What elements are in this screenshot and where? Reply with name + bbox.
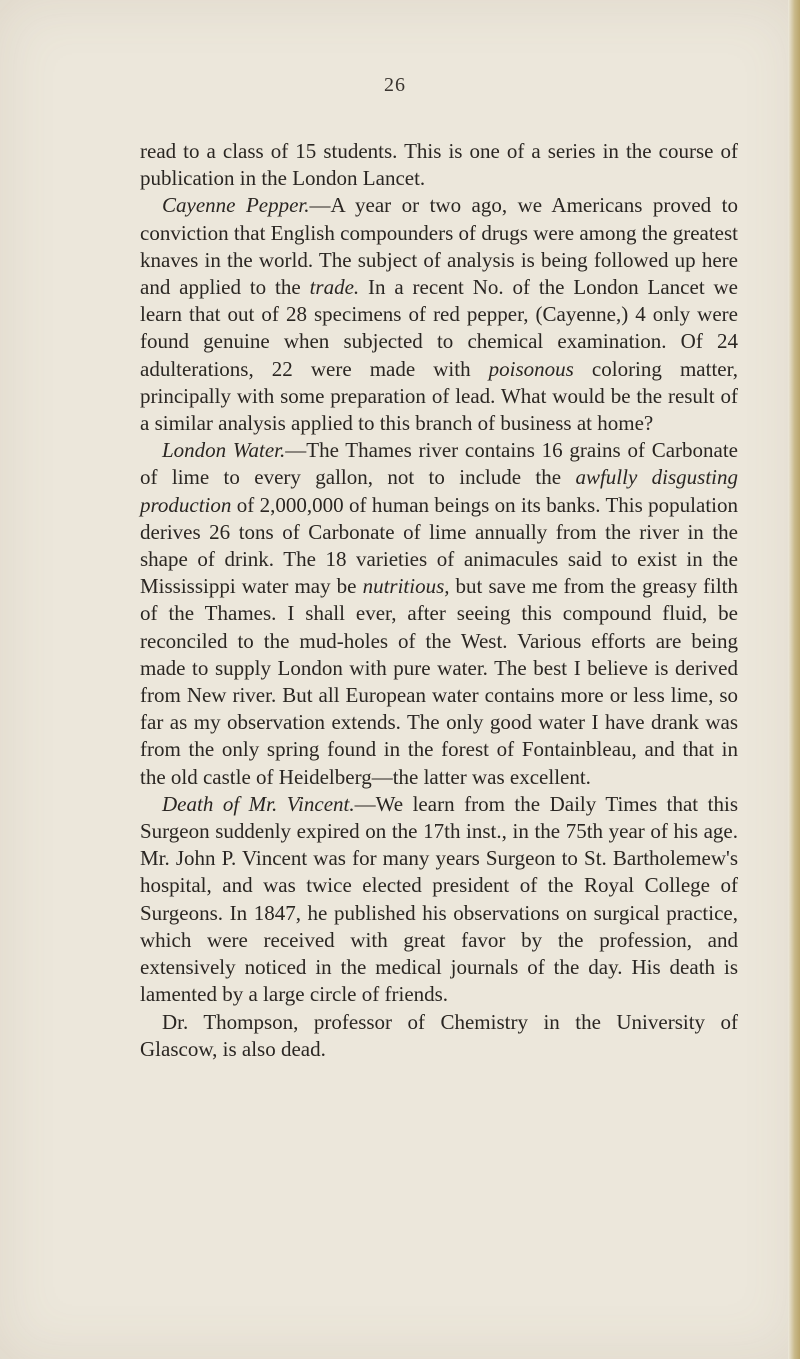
paragraph-cayenne-pepper xyxy=(140,192,738,437)
heading-london-water: London Water. xyxy=(162,438,286,463)
cayenne-text-3: coloring matter, principally with some preparation of lead. What would be the result of a similar analysis applied to this branch of business at home? xyxy=(140,356,739,436)
water-italic-nutritious: nutritious, xyxy=(362,574,450,599)
body-text xyxy=(140,138,738,1063)
cayenne-text-2: In a recent No. of the London Lancet we learn that out of 28 specimens of red pepper, (Cayenne,) 4 only were found genuine when subjected to chemical examination. Of 24 adulterations, 22 were made with xyxy=(140,275,739,381)
paragraph-thompson: Dr. Thompson, professor of Chemistry in the University of Glascow, is also dead. xyxy=(140,1009,738,1061)
water-text-1: —The Thames river contains 16 grains of Carbonate of lime to every gallon, not to include the xyxy=(140,438,738,490)
heading-cayenne-pepper: Cayenne Pepper. xyxy=(162,193,310,218)
page-number: 26 xyxy=(384,74,406,96)
water-italic-awfully: awfully disgusting production xyxy=(140,465,738,517)
cayenne-italic-poisonous: poisonous xyxy=(488,356,574,381)
cayenne-italic-trade: trade. xyxy=(309,275,360,300)
heading-death-vincent: Death of Mr. Vincent. xyxy=(162,791,355,816)
paragraph-london-water xyxy=(140,437,738,791)
vincent-text-1: —We learn from the Daily Times that this Surgeon suddenly expired on the 17th inst., in the 75th year of his age. Mr. John P. Vincent was for many years Surgeon to St. Bartholemew's hospital, and was twice elected president of the Royal College of Surgeons. In 1847, he published his observations on surgical practice, which were received with great favor by the profession, and extensively noticed in the medical journals of the day. His death is lamented by a large circle of friends. xyxy=(140,791,738,1007)
water-text-2: of 2,000,000 of human beings on its banks. This population derives 26 tons of Carbonate of lime annually from the river in the shape of drink. The 18 varieties of animacules said to exist in the Mississippi water may be xyxy=(140,492,738,599)
water-text-3: but save me from the greasy filth of the Thames. I shall ever, after seeing this compound fluid, be reconciled to the mud-holes of the West. Various efforts are being made to supply London with pure water. The best I believe is derived from New river. But all European water contains more or less lime, so far as my observation extends. The only good water I have drank was from the only spring found in the forest of Fontainbleau, and that in the old castle of Heidelberg—the latter was excellent. xyxy=(140,574,739,789)
cayenne-text-1: —A year or two ago, we Americans proved to conviction that English compounders of drugs were among the greatest knaves in the world. The subject of analysis is being followed up here and applied to the xyxy=(140,193,738,300)
paragraph-lancet-class: read to a class of 15 students. This is one of a series in the course of publication in the London Lancet. xyxy=(140,139,738,191)
paragraph-death-vincent xyxy=(140,791,738,1009)
page-edge xyxy=(788,0,800,1359)
